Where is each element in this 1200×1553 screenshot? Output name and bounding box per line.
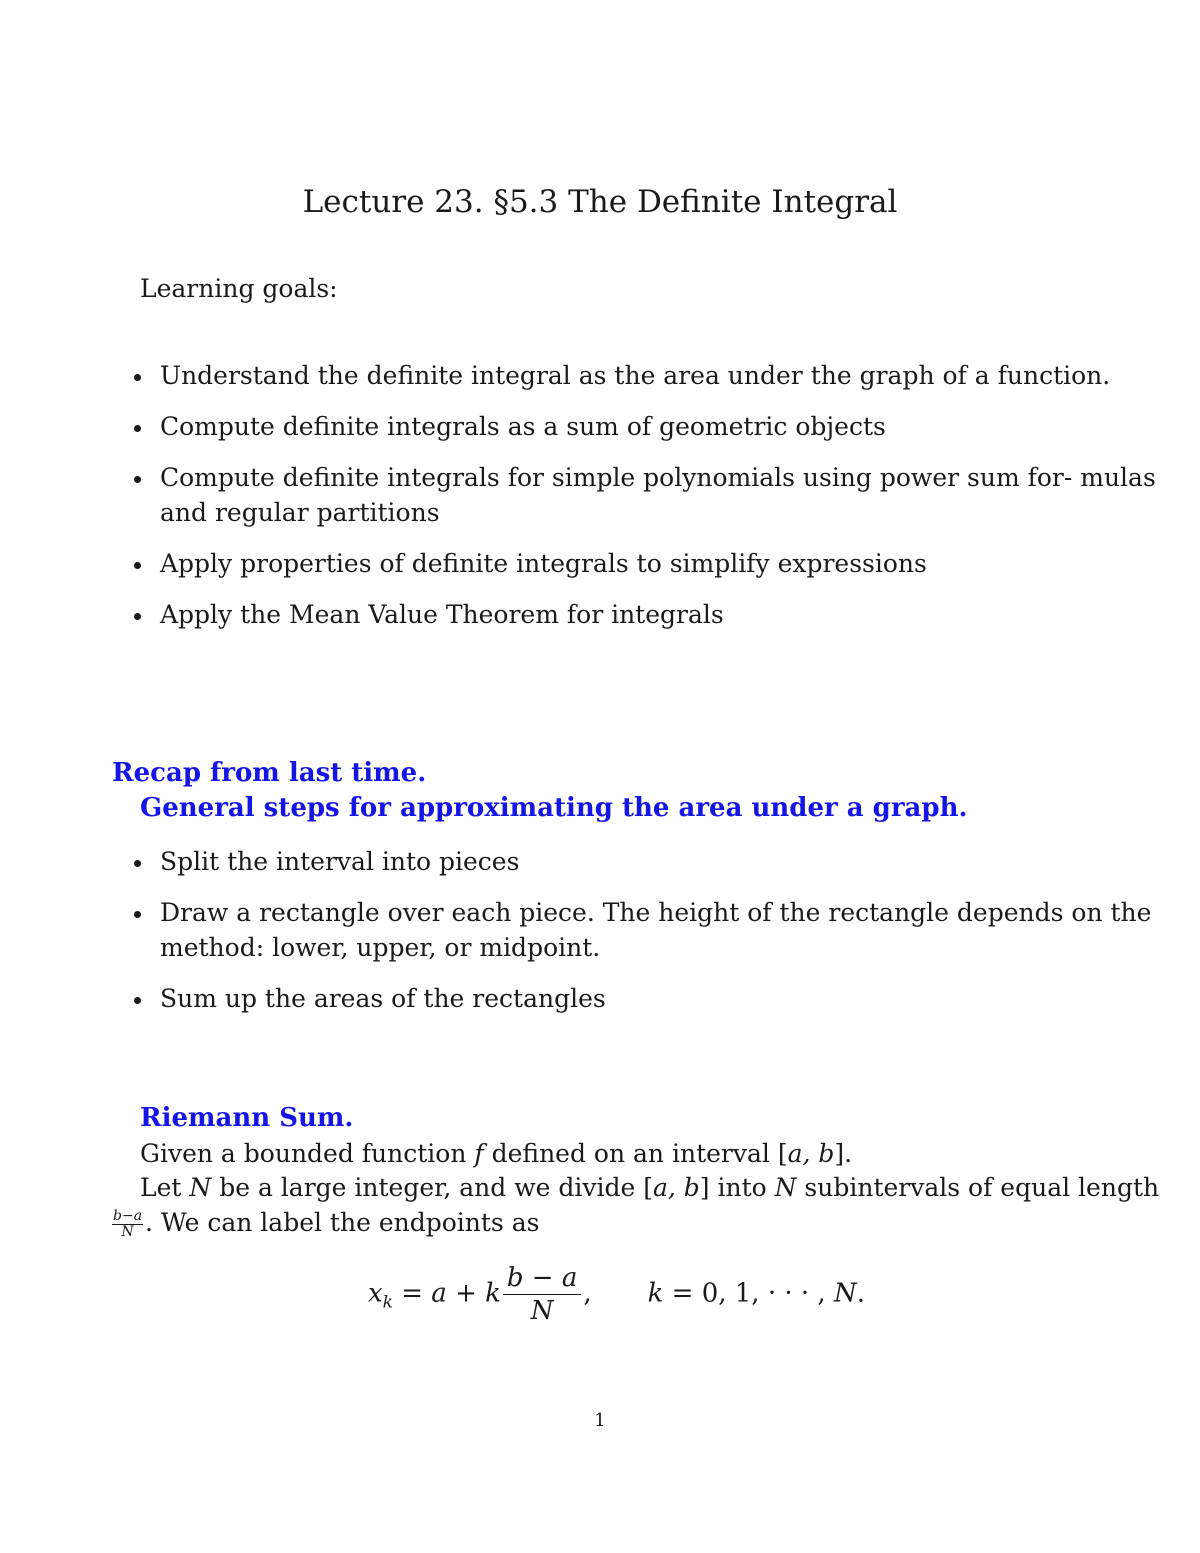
list-item-line: method: lower, upper, or midpoint. xyxy=(160,933,601,962)
riemann-line-3 xyxy=(112,1208,539,1240)
math-comma: , xyxy=(583,1278,592,1309)
text: Given a bounded function xyxy=(140,1139,475,1168)
text: . We can label the endpoints as xyxy=(145,1208,540,1237)
text: subintervals of equal length xyxy=(796,1173,1160,1202)
math-interval: a, b xyxy=(652,1173,700,1202)
math-f: f xyxy=(474,1139,484,1168)
riemann-line-1 xyxy=(140,1139,852,1168)
list-item: Sum up the areas of the rectangles xyxy=(130,981,1151,1016)
math-subscript: k xyxy=(382,1292,393,1313)
text: be a large integer, and we divide [ xyxy=(211,1173,653,1202)
text: ]. xyxy=(834,1139,853,1168)
list-item xyxy=(130,895,1151,965)
list-item: Understand the definite integral as the area under the graph of a function. xyxy=(130,358,1156,393)
fraction-numerator: b−a xyxy=(113,1208,143,1224)
riemann-heading: Riemann Sum. xyxy=(140,1103,354,1133)
learning-goals-label: Learning goals: xyxy=(140,274,338,303)
inline-fraction xyxy=(112,1209,143,1240)
list-item xyxy=(130,460,1156,530)
list-item-line: and regular partitions xyxy=(160,498,440,527)
list-item-line: Compute definite integrals for simple polynomials using power sum for- mulas xyxy=(160,463,1156,492)
text: ] into xyxy=(699,1173,775,1202)
math-x: x xyxy=(368,1278,383,1309)
math-N: N xyxy=(774,1173,797,1202)
list-item: Apply the Mean Value Theorem for integrals xyxy=(130,597,1156,632)
recap-heading: Recap from last time. xyxy=(112,758,427,788)
math-range: = 0, 1, · · · , xyxy=(663,1278,834,1309)
page-number: 1 xyxy=(594,1410,606,1431)
math-period: . xyxy=(856,1278,865,1309)
list-item: Apply properties of definite integrals to simplify expressions xyxy=(130,546,1156,581)
text: Let xyxy=(140,1173,190,1202)
math-k: k xyxy=(647,1278,664,1309)
fraction-numerator: b − a xyxy=(503,1262,581,1295)
fraction-denominator: N xyxy=(121,1224,134,1240)
list-item-line: Draw a rectangle over each piece. The height of the rectangle depends on the xyxy=(160,898,1152,927)
fraction-denominator: N xyxy=(530,1296,554,1326)
recap-steps-list xyxy=(130,844,1151,1032)
math-N: N xyxy=(833,1278,857,1309)
page-title: Lecture 23. §5.3 The Definite Integral xyxy=(302,184,898,220)
math-interval: a, b xyxy=(787,1139,835,1168)
display-fraction xyxy=(503,1262,581,1327)
riemann-line-2 xyxy=(140,1173,1159,1202)
math-expression: = a + k xyxy=(392,1278,501,1309)
text: defined on an interval [ xyxy=(483,1139,788,1168)
endpoint-equation xyxy=(368,1262,865,1327)
list-item: Compute definite integrals as a sum of geometric objects xyxy=(130,409,1156,444)
list-item: Split the interval into pieces xyxy=(130,844,1151,879)
learning-goals-list xyxy=(130,358,1156,648)
recap-subheading: General steps for approximating the area under a graph. xyxy=(140,793,968,823)
math-N: N xyxy=(189,1173,212,1202)
